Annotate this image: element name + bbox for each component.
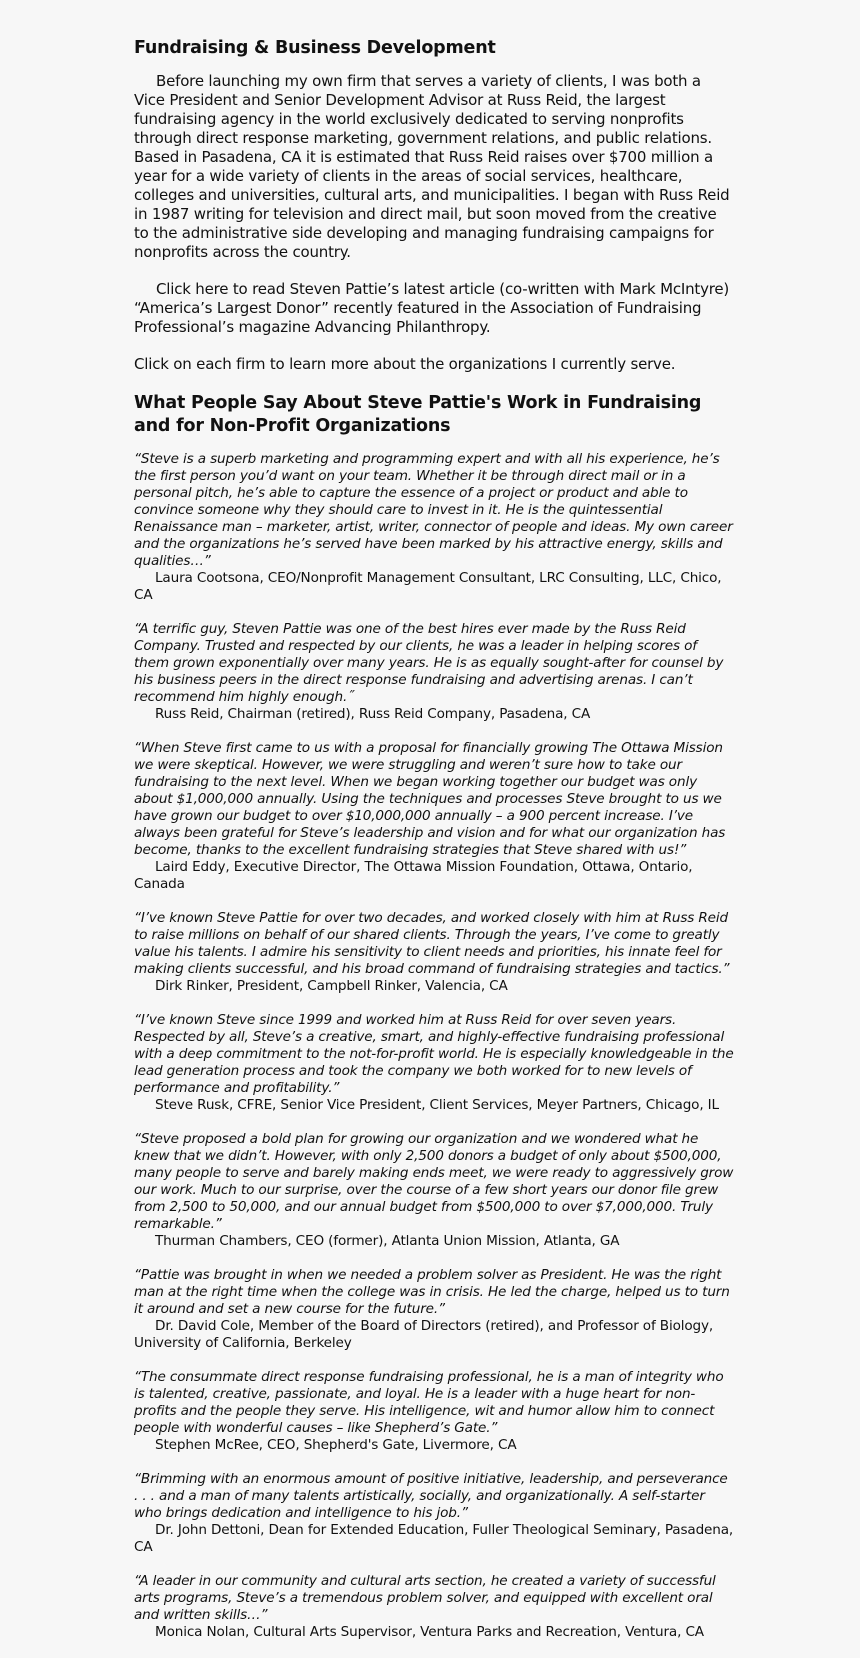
- testimonial-attribution: [134, 706, 734, 723]
- testimonial: [134, 1471, 734, 1556]
- testimonial: [134, 910, 734, 995]
- article-link-text[interactable]: Click here to read Steven Pattie’s latest article (co-written with Mark McIntyre) “America’s Largest Donor” recently featured in the Association of Fundraising Professional’s magazine Advancing Philanthropy.: [134, 280, 730, 336]
- testimonial-quote: “Pattie was brought in when we needed a problem solver as President. He was the right man at the right time when the college was in crisis. He led the charge, helped us to turn it around and set a new course for the future.”: [134, 1267, 730, 1317]
- testimonial: [134, 1369, 734, 1454]
- testimonial: [134, 621, 734, 723]
- testimonial: [134, 1131, 734, 1250]
- testimonial-attribution: [134, 1624, 734, 1641]
- testimonial-quote: “Steve proposed a bold plan for growing our organization and we wondered what he knew that we didn’t. However, with only 2,500 donors a budget of only about $500,000, many people to serve and barely making ends meet, we were ready to aggressively grow our work. Much to our surprise, over the course of a few short years our donor file grew from 2,500 to 50,000, and our annual budget from $500,000 to over $7,000,000. Truly remarkable.”: [134, 1131, 734, 1232]
- testimonial-attribution: [134, 1522, 734, 1556]
- testimonial: [134, 1573, 734, 1641]
- testimonial-author: Dr. John Dettoni, Dean for Extended Education, Fuller Theological Seminary, Pasadena, CA: [134, 1522, 734, 1555]
- testimonial-quote: “I’ve known Steve Pattie for over two decades, and worked closely with him at Russ Reid to raise millions on behalf of our shared clients. Through the years, I’ve come to greatly value his talents. I admire his sensitivity to client needs and priorities, his innate feel for making clients successful, and his broad command of fundraising strategies and tactics.”: [134, 910, 730, 977]
- testimonial-author: Thurman Chambers, CEO (former), Atlanta Union Mission, Atlanta, GA: [155, 1233, 620, 1249]
- testimonial-attribution: [134, 1233, 734, 1250]
- article-link-paragraph[interactable]: [134, 280, 734, 337]
- testimonial-attribution: [134, 978, 734, 995]
- testimonial-attribution: [134, 1437, 734, 1454]
- testimonial-author: Dr. David Cole, Member of the Board of Directors (retired), and Professor of Biology, University of California, Berkeley: [134, 1318, 714, 1351]
- testimonial-author: Dirk Rinker, President, Campbell Rinker, Valencia, CA: [155, 978, 508, 994]
- page-title: Fundraising & Business Development: [134, 38, 496, 58]
- testimonial-author: Russ Reid, Chairman (retired), Russ Reid Company, Pasadena, CA: [155, 706, 591, 722]
- intro-text: Before launching my own firm that serves a variety of clients, I was both a Vice President and Senior Development Advisor at Russ Reid, the largest fundraising agency in the world exclusively dedicated to serving nonprofits through direct response marketing, government relations, and public relations. Based in Pasadena, CA it is estimated that Russ Reid raises over $700 million a year for a wide variety of clients in the areas of social services, healthcare, colleges and universities, cultural arts, and municipalities. I began with Russ Reid in 1987 writing for television and direct mail, but soon moved from the creative to the administrative side developing and managing fundraising campaigns for nonprofits across the country.: [134, 72, 730, 261]
- testimonial-quote: “A terrific guy, Steven Pattie was one of the best hires ever made by the Russ Reid Company. Trusted and respected by our clients, he was a leader in helping scores of them grown exponentially over many years. He is as equally sought-after for counsel by his business peers in the direct response fundraising and advertising arenas. I can’t recommend him highly enough.˝: [134, 621, 724, 705]
- testimonial-author: Laird Eddy, Executive Director, The Ottawa Mission Foundation, Ottawa, Ontario, Canada: [134, 859, 693, 892]
- testimonial-author: Monica Nolan, Cultural Arts Supervisor, Ventura Parks and Recreation, Ventura, CA: [155, 1624, 704, 1640]
- firms-prompt: Click on each firm to learn more about the organizations I currently serve.: [134, 355, 676, 373]
- testimonial-attribution: [134, 859, 734, 893]
- testimonials-heading: What People Say About Steve Pattie's Work in Fundraising and for Non-Profit Organizations: [134, 393, 702, 436]
- testimonial: [134, 740, 734, 893]
- testimonial: [134, 1012, 734, 1114]
- testimonial-quote: “A leader in our community and cultural arts section, he created a variety of successful arts programs, Steve’s a tremendous problem solver, and equipped with excellent oral and written skills…”: [134, 1573, 716, 1623]
- testimonials-list: [134, 451, 734, 1641]
- testimonial: [134, 1267, 734, 1352]
- testimonial-quote: “I’ve known Steve since 1999 and worked him at Russ Reid for over seven years. Respected by all, Steve’s a creative, smart, and highly-effective fundraising professional with a deep commitment to the not-for-profit world. He is especially knowledgeable in the lead generation process and took the company we both worked for to new levels of performance and profitability.”: [134, 1012, 734, 1096]
- testimonial-quote: “Steve is a superb marketing and programming expert and with all his experience, he’s the first person you’d want on your team. Whether it be through direct mail or in a personal pitch, he’s able to capture the essence of a project or product and able to convince someone why they should care to invest in it. He is the quintessential Renaissance man – marketer, artist, writer, connector of people and ideas. My own career and the organizations he’s served have been marked by his attractive energy, skills and qualities…”: [134, 451, 733, 569]
- testimonial-attribution: [134, 1318, 734, 1352]
- testimonial-quote: “Brimming with an enormous amount of positive initiative, leadership, and perseverance . . . and a man of many talents artistically, socially, and organizationally. A self-starter who brings dedication and intelligence to his job.”: [134, 1471, 728, 1521]
- testimonial: [134, 451, 734, 604]
- intro-paragraph: [134, 72, 734, 262]
- testimonial-quote: “When Steve first came to us with a proposal for financially growing The Ottawa Mission we were skeptical. However, we were struggling and weren’t sure how to take our fundraising to the next level. When we began working together our budget was only about $1,000,000 annually. Using the techniques and processes Steve brought to us we have grown our budget to over $10,000,000 annually – a 900 percent increase. I’ve always been grateful for Steve’s leadership and vision and for what our organization has become, thanks to the excellent fundraising strategies that Steve shared with us!”: [134, 740, 726, 858]
- testimonial-attribution: [134, 570, 734, 604]
- testimonial-quote: “The consummate direct response fundraising professional, he is a man of integrity who is talented, creative, passionate, and loyal. He is a leader with a huge heart for non-profits and the people they serve. His intelligence, wit and humor allow him to connect people with wonderful causes – like Shepherd’s Gate.”: [134, 1369, 724, 1436]
- testimonial-author: Steve Rusk, CFRE, Senior Vice President, Client Services, Meyer Partners, Chicago, IL: [155, 1097, 719, 1113]
- testimonial-author: Laura Cootsona, CEO/Nonprofit Management Consultant, LRC Consulting, LLC, Chico, CA: [134, 570, 722, 603]
- page-content: [134, 36, 734, 1658]
- testimonial-attribution: [134, 1097, 734, 1114]
- testimonial-author: Stephen McRee, CEO, Shepherd's Gate, Livermore, CA: [155, 1437, 517, 1453]
